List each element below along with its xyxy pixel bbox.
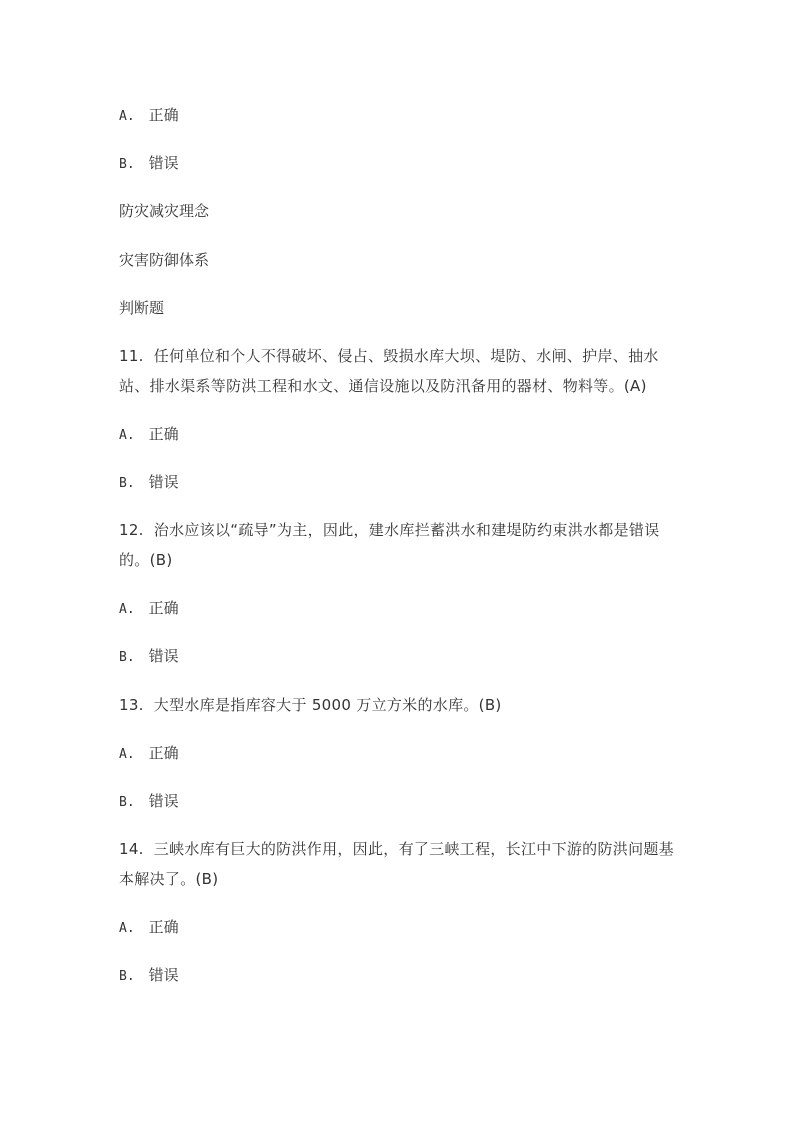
option-text: 错误 (148, 792, 179, 810)
question-text: 治水应该以“疏导”为主，因此，建水库拦蓄洪水和建堤防约束洪水都是错误的。(B) (119, 521, 660, 569)
question-14 (119, 834, 679, 894)
option-letter: B. (119, 795, 135, 810)
option-text: 正确 (148, 106, 179, 124)
option-text: 正确 (148, 918, 179, 936)
question-12 (119, 515, 679, 575)
option-text: 错误 (148, 966, 179, 984)
option-letter: B. (119, 157, 135, 172)
option-b (119, 155, 179, 173)
question-text: 大型水库是指库容大于 5000 万立方米的水库。(B) (153, 696, 502, 714)
question-11 (119, 341, 679, 401)
option-text: 正确 (148, 425, 179, 443)
question-text: 任何单位和个人不得破坏、侵占、毁损水库大坝、堤防、水闸、护岸、抽水站、排水渠系等防洪工程和水文、通信设施以及防汛备用的器材、物料等。(A) (119, 347, 659, 395)
question-13-option-b (119, 793, 179, 811)
option-letter: B. (119, 476, 135, 491)
option-letter: A. (119, 921, 135, 936)
option-letter: A. (119, 747, 135, 762)
section-heading-disaster-concept: 防灾减灾理念 (119, 202, 210, 220)
option-text: 错误 (148, 473, 179, 491)
question-13 (119, 690, 679, 720)
section-heading-defense-system: 灾害防御体系 (119, 251, 210, 269)
question-11-option-a (119, 426, 179, 444)
question-number: 11. (119, 347, 144, 365)
question-13-option-a (119, 745, 179, 763)
option-letter: B. (119, 969, 135, 984)
option-letter: A. (119, 109, 135, 124)
option-letter: B. (119, 650, 135, 665)
option-letter: A. (119, 428, 135, 443)
question-14-option-a (119, 919, 179, 937)
option-letter: A. (119, 602, 135, 617)
question-11-option-b (119, 474, 179, 492)
question-number: 14. (119, 840, 144, 858)
option-text: 错误 (148, 154, 179, 172)
option-text: 正确 (148, 744, 179, 762)
question-number: 12. (119, 521, 144, 539)
option-text: 错误 (148, 647, 179, 665)
question-12-option-b (119, 648, 179, 666)
option-text: 正确 (148, 599, 179, 617)
question-14-option-b (119, 967, 179, 985)
question-12-option-a (119, 600, 179, 618)
question-text: 三峡水库有巨大的防洪作用，因此，有了三峡工程，长江中下游的防洪问题基本解决了。(B) (119, 840, 674, 888)
section-heading-true-false: 判断题 (119, 299, 165, 317)
question-number: 13. (119, 696, 144, 714)
option-a (119, 107, 179, 125)
